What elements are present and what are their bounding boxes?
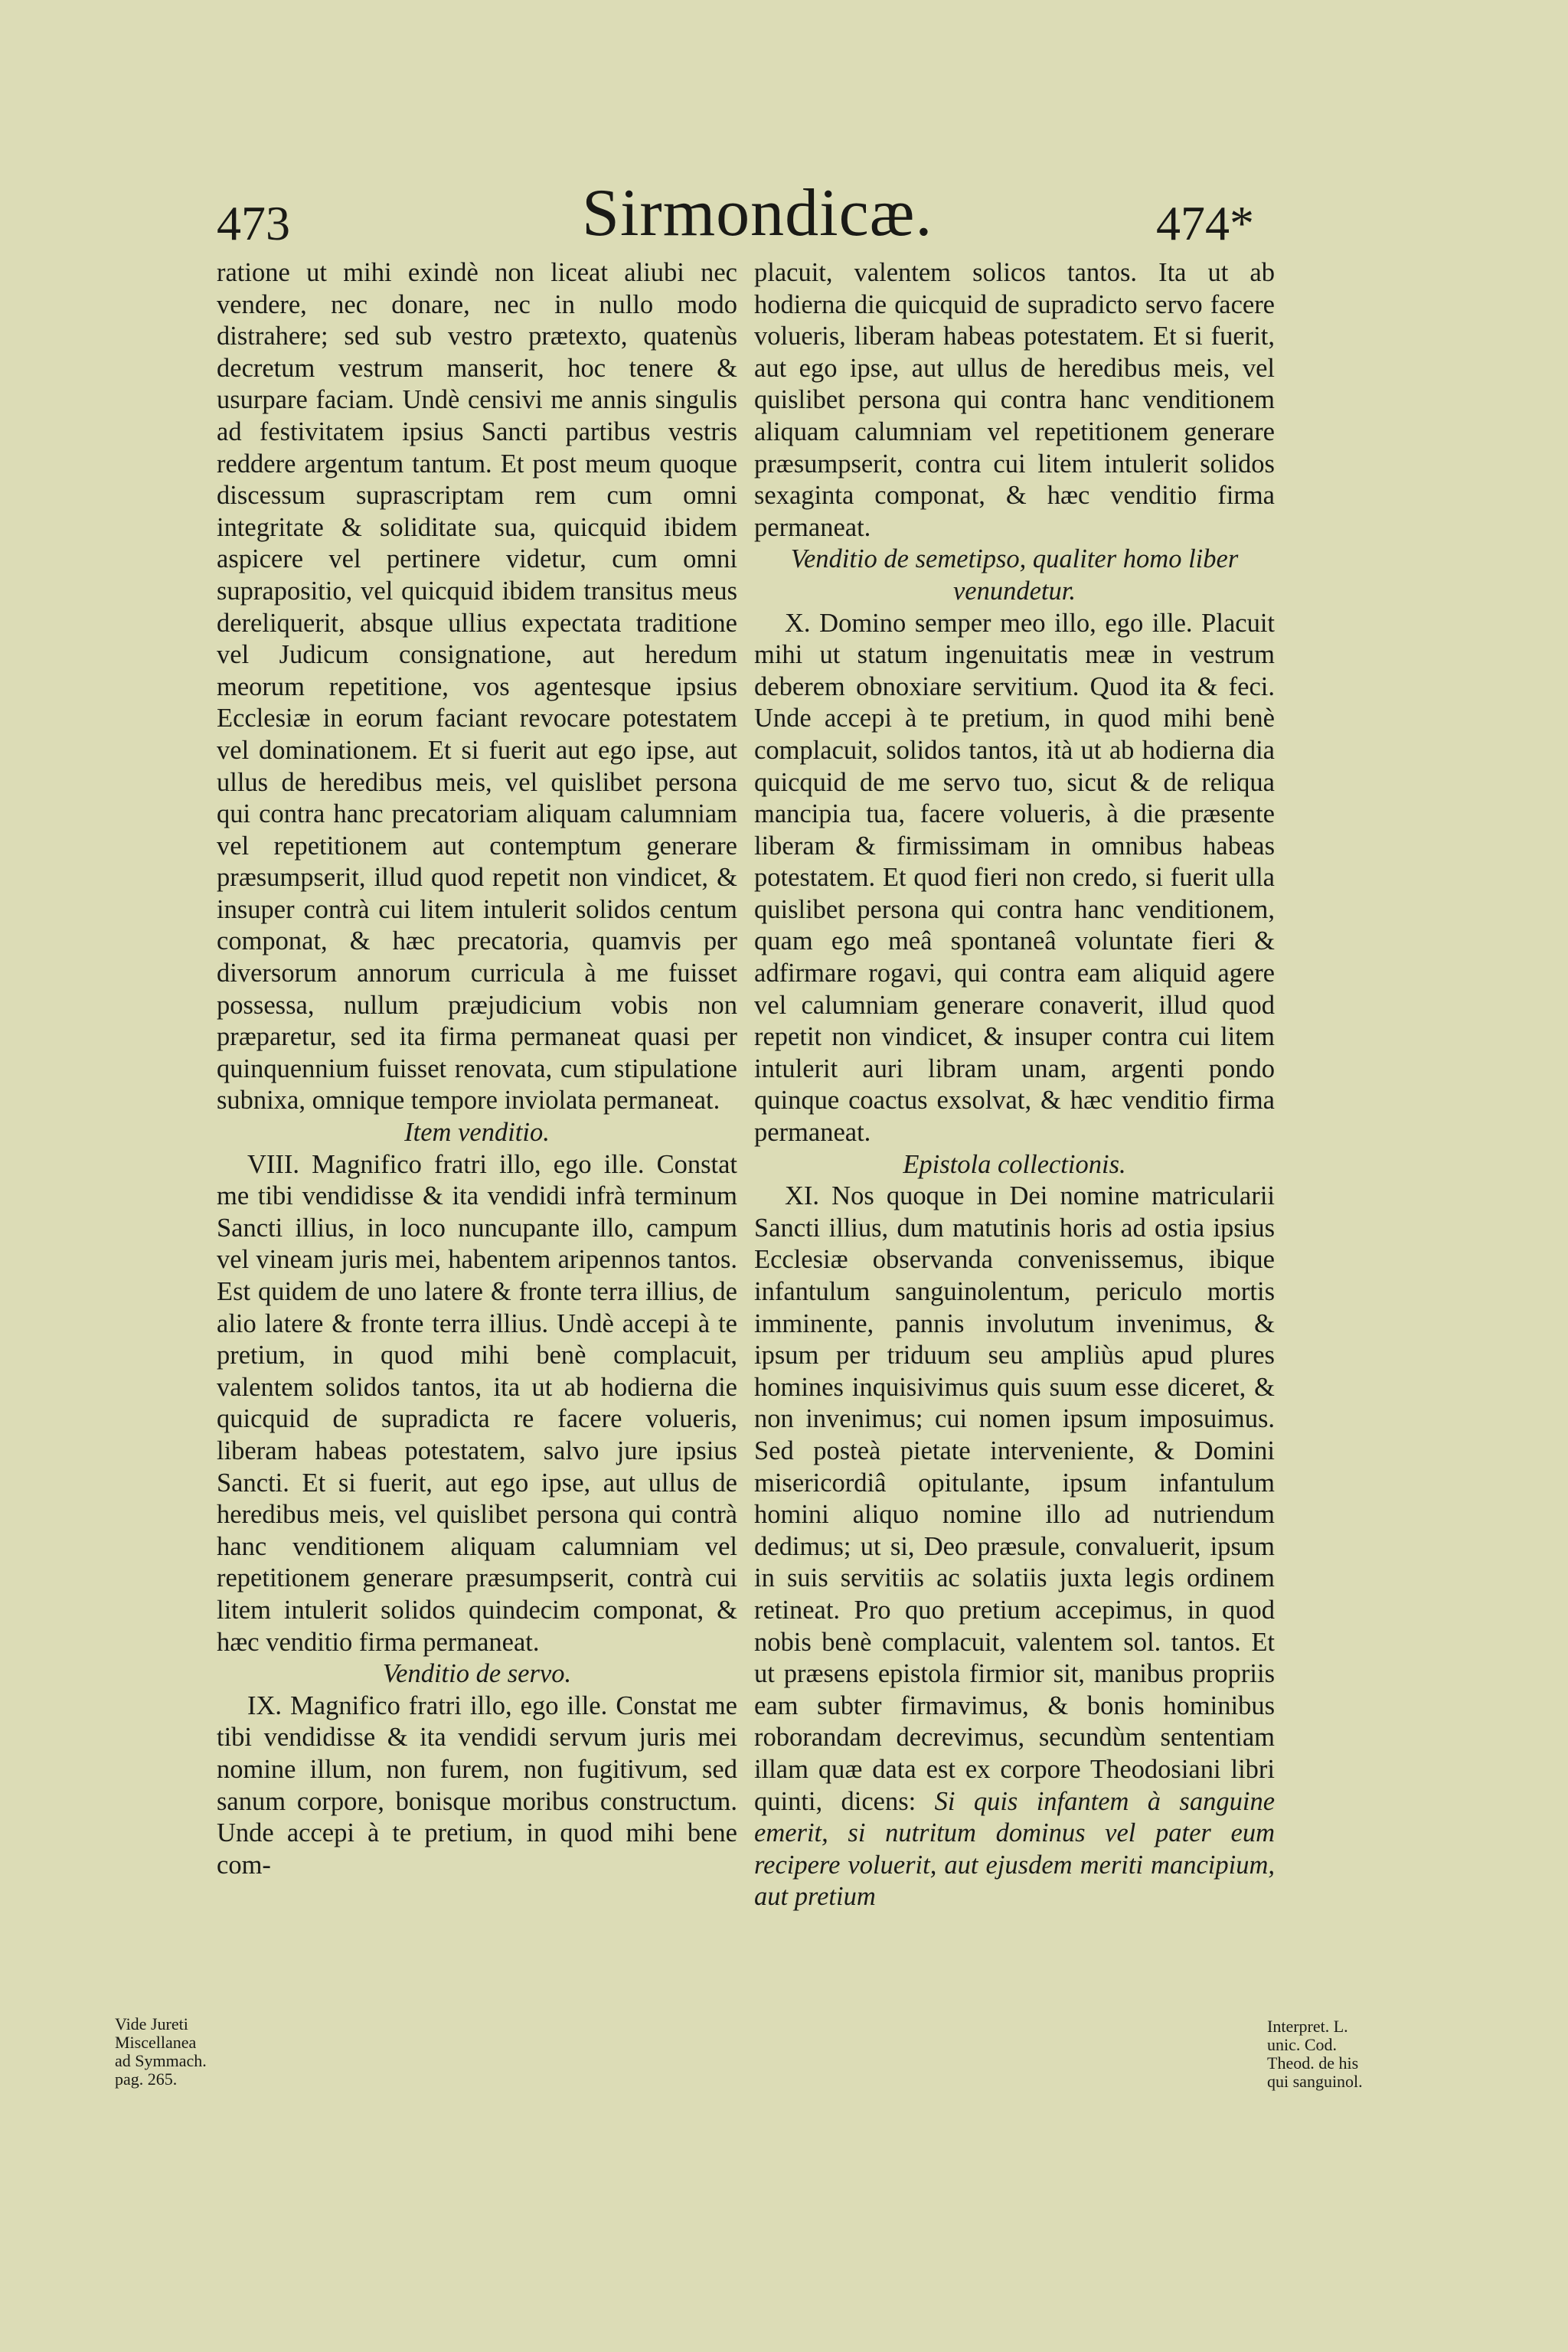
left-paragraph-1: ratione ut mihi exindè non liceat aliubi nec vendere, nec donare, nec in nullo modo distrahere; sed sub vestro prætexto, quatenùs decretum vestrum manserit, hoc tenere & usurpare faciam. Undè censivi me annis singulis ad festivitatem ipsius Sancti partibus vestris reddere argentum tantum. Et post meum quoque discessum suprascriptam rem cum omni integritate & soliditate sua, quicquid ibidem aspicere vel pertinere videtur, cum omni suprapositio, vel quicquid ibidem transitus meus dereliquerit, absque ullius expectata traditione vel Judicum consignatione, aut heredum meorum repetitione, vos agentesque ipsius Ecclesiæ in eorum faciant revocare potestatem vel dominationem. Et si fuerit aut ego ipse, aut ullus de heredibus meis, vel quislibet persona qui contra hanc precatoriam aliquam calumniam vel repetitionem aut contemptum generare præsumpserit, illud quod repetit non vindicet, & insuper contrà cui litem intulerit solidos centum componat, & hæc precatoria, quamvis per diversorum annorum curricula à me fuisset possessa, nullum præjudicium vobis non præparetur, sed ita firma permaneat quasi per quinquennium fuisset renovata, cum stipulatione subnixa, omnique tempore inviolata permaneat. xyxy=(217,258,737,1116)
left-paragraph-ix: IX. Magnifico fratri illo, ego ille. Constat me tibi vendidisse & ita vendidi servum juris mei nomine illum, non furem, non fugitivum, sed sanum corpore, bonisque moribus constructum. Unde accepi à te pretium, in quod mihi bene com- xyxy=(217,1690,737,1880)
right-page-number: 474* xyxy=(1156,196,1254,250)
right-paragraph-x: X. Domino semper meo illo, ego ille. Placuit mihi ut statum ingenuitatis meæ in vestrum deberem obnoxiare servitium. Quod ita & feci. Unde accepi à te pretium, in quod mihi benè complacuit, solidos tantos, ità ut ab hodierna dia quicquid de me servo tuo, sicut & de reliqua mancipia tua, facere volueris, à die præsente liberam & firmissimam in omnibus habeas potestatem. Et quod fieri non credo, si fuerit ulla quislibet persona qui contra hanc venditionem, quam ego meâ spontaneâ voluntate fieri & adfirmare rogavi, qui contra eam aliquid agere vel calumniam generare conaverit, illud quod repetit non vindicet, & insuper contra cui litem intulerit auri libram unam, argenti pondo quinque coactus exsolvat, & hæc venditio firma permaneat. xyxy=(754,608,1275,1148)
right-heading-venditio-de-semetipso: Venditio de semetipso, qualiter homo liber venundetur. xyxy=(790,544,1239,606)
right-margin-note: Interpret. L. unic. Cod. Theod. de his qui sanguinol. xyxy=(1267,2017,1363,2091)
left-heading-venditio-de-servo: Venditio de servo. xyxy=(382,1659,572,1689)
running-title: Sirmondicæ. xyxy=(582,176,933,250)
right-column xyxy=(754,257,1275,1913)
left-paragraph-viii: VIII. Magnifico fratri illo, ego ille. Constat me tibi vendidisse & ita vendidi infrà terminum Sancti illius, in loco nuncupante illo, campum vel vineam juris mei, habentem aripennos tantos. Est quidem de uno latere & fronte terra illius, de alio latere & fronte terra illius. Undè accepi à te pretium, in quod mihi benè complacuit, valentem solidos tantos, ita ut ab hodierna die quicquid de supradicta re facere volueris, liberam habeas potestatem, salvo jure ipsius Sancti. Et si fuerit, aut ego ipse, aut ullus de heredibus meis, vel quislibet persona qui contrà hanc venditionem aliquam calumniam vel repetitionem generare præsumpserit, contrà cui litem intulerit solidos quindecim componat, & hæc venditio firma permaneat. xyxy=(217,1149,737,1657)
right-paragraph-1: placuit, valentem solicos tantos. Ita ut ab hodierna die quicquid de supradicto servo facere volueris, liberam habeas potestatem. Et si fuerit, aut ego ipse, aut ullus de heredibus meis, vel quislibet persona qui contra hanc venditionem aliquam calumniam vel repetitionem generare præsumpserit, contra cui litem intulerit solidos sexaginta componat, & hæc venditio firma permaneat. xyxy=(754,258,1275,542)
right-paragraph-xi-text: XI. Nos quoque in Dei nomine matricularii Sancti illius, dum matutinis horis ad ostia ipsius Ecclesiæ observanda convenissemus, ibique infantulum sanguinolentum, periculo mortis imminente, pannis involutum invenimus, & ipsum per triduum seu ampliùs apud plures homines inquisivimus quis suum esse diceret, & non invenimus; cui nomen ipsum imposuimus. Sed posteà pietate interveniente, & Domini misericordiâ opitulante, ipsum infantulum homini aliquo nomine illo ad nutriendum dedimus; ut si, Deo præsule, convaluerit, ipsum in suis servitiis ac solatiis juxta legis ordinem retineat. Pro quo pretium accepimus, in quod nobis benè complacuit, valentem sol. tantos. Et ut præsens epistola firmior sit, manibus propriis eam subter firmavimus, & bonis hominibus roborandam decrevimus, secundùm sententiam illam quæ data est ex corpore Theodosiani libri quinti, dicens: xyxy=(754,1181,1275,1816)
left-heading-item-venditio: Item venditio. xyxy=(404,1118,550,1148)
right-paragraph-xi xyxy=(754,1181,1275,1913)
right-paragraph-xi-quotation: Si quis infantem à sanguine emerit, si nutritum dominus vel pater eum recipere voluerit, aut ejusdem meriti mancipium, aut pretium xyxy=(754,1786,1276,1912)
right-heading-epistola-collectionis: Epistola collectionis. xyxy=(903,1149,1126,1179)
left-margin-note: Vide Jureti Miscellanea ad Symmach. pag. 265. xyxy=(115,2014,207,2089)
left-column xyxy=(217,257,737,1881)
left-page-number: 473 xyxy=(217,196,290,250)
